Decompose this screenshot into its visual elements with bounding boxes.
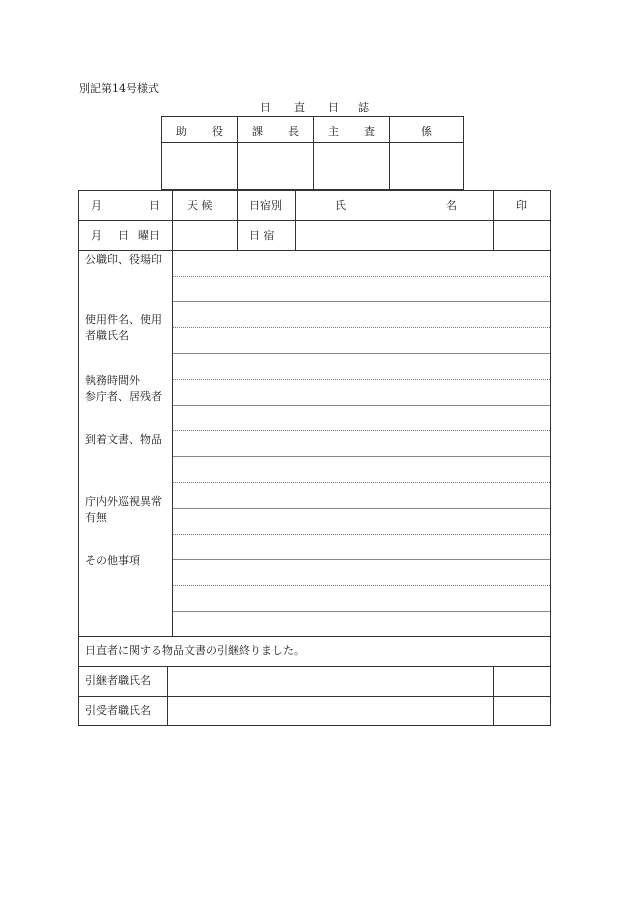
header-duty-type: 日宿別 [249,199,282,212]
row2-weekday: 曜日 [138,229,160,242]
approval-head [314,117,389,143]
approval-head-char: 査 [364,125,375,138]
approval-col-section-chief [238,117,314,189]
header-name-1: 氏 [335,199,346,212]
handover-statement: 日直者に関する物品文書の引継終りました。 [85,644,305,657]
col-divider [167,666,168,726]
writing-line [173,482,550,483]
writing-line [173,353,550,354]
col-divider [493,666,494,726]
header-day: 日 [149,199,160,212]
col-divider [237,191,238,250]
approval-head-char: 主 [328,125,339,138]
col-divider [295,191,296,250]
writing-line [173,327,550,328]
writing-line [173,508,550,509]
row2-day: 日 [118,229,129,242]
row-divider [79,696,550,697]
title-char: 直 [294,101,307,114]
form-number-label: 別記第14号様式 [79,82,159,95]
approval-col-staff [390,117,463,189]
approval-head-char: 長 [288,125,299,138]
writing-line [173,301,550,302]
section-label-after-hours: 執務時間外 参庁者、居残者 [85,374,162,403]
approval-col-deputy-mayor [162,117,238,189]
handover-from-label: 引継者職氏名 [85,674,151,687]
writing-line [173,559,550,560]
writing-line [173,379,550,380]
col-divider [172,191,173,250]
header-weather: 天 候 [187,199,213,212]
writing-line [173,611,550,612]
approval-head [238,117,313,143]
approval-head [162,117,237,143]
approval-head-char: 役 [212,125,223,138]
row-divider [79,666,550,667]
approval-head-char: 課 [252,125,263,138]
col-divider [493,191,494,250]
writing-line [173,276,550,277]
row-divider [79,220,550,221]
approval-head [390,117,463,143]
header-seal: 印 [516,199,527,212]
handover-to-label: 引受者職氏名 [85,704,151,717]
section-label-usage: 使用件名、使用者職氏名 [85,313,162,342]
section-label-patrol: 庁内外巡視異常有無 [85,495,162,524]
title-char: 誌 [358,101,371,114]
section-label-arrivals: 到着文書、物品 [85,433,162,446]
section-label-seals: 公職印、役場印 [85,253,162,266]
header-name-2: 名 [446,199,457,212]
approval-col-chief-examiner [314,117,390,189]
row2-duty: 日 宿 [249,229,275,242]
writing-line [173,456,550,457]
writing-line [173,405,550,406]
section-label-other: その他事項 [85,554,140,567]
approval-head-char: 助 [176,125,187,138]
writing-line [173,585,550,586]
writing-line [173,534,550,535]
title-char: 日 [260,101,273,114]
approval-stamp-table [161,116,464,190]
approval-head-char: 係 [421,125,432,138]
writing-line [173,430,550,431]
row-divider [79,250,550,251]
col-divider [172,250,173,636]
title-char: 日 [328,101,341,114]
row2-month: 月 [91,229,102,242]
row-divider [79,636,550,637]
duty-log-table [78,190,551,726]
header-month: 月 [91,199,102,212]
